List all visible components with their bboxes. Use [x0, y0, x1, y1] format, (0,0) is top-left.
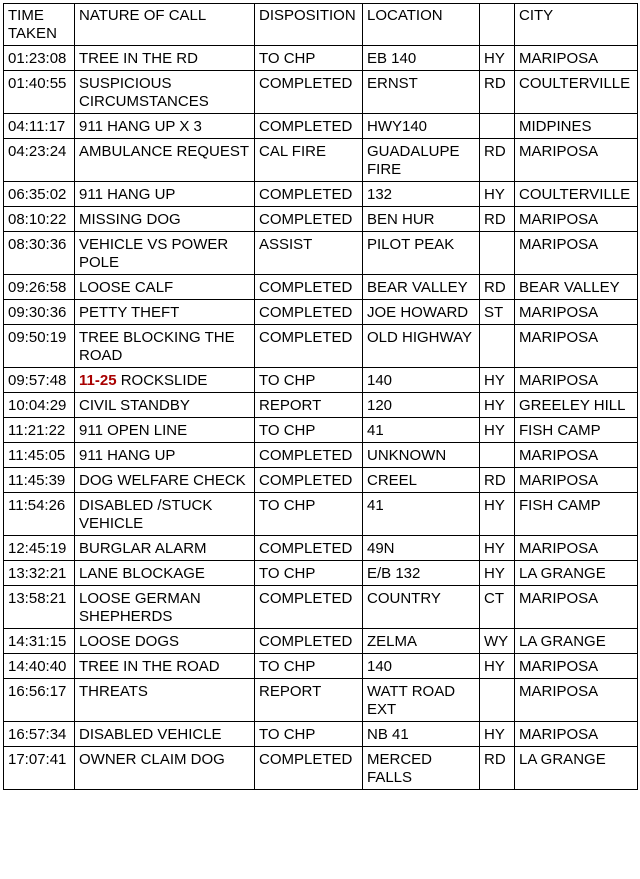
cell-nature-of-call [75, 325, 255, 368]
cell-disposition: COMPLETED [255, 182, 363, 207]
cell-location: COUNTRY [363, 586, 480, 629]
cell-city: GREELEY HILL [515, 393, 638, 418]
cell-nature-of-call [75, 232, 255, 275]
cell-city: COULTERVILLE [515, 71, 638, 114]
cell-city: MARIPOSA [515, 300, 638, 325]
header-nature-of-call: NATURE OF CALL [75, 4, 255, 46]
cell-disposition: TO CHP [255, 654, 363, 679]
cell-street-suffix: HY [480, 654, 515, 679]
cell-city: MARIPOSA [515, 368, 638, 393]
cell-nature-of-call [75, 368, 255, 393]
nature-text: 911 OPEN LINE [79, 422, 188, 439]
cell-location: 41 [363, 418, 480, 443]
cell-city: MARIPOSA [515, 654, 638, 679]
table-row [4, 493, 638, 536]
nature-text: THREATS [79, 683, 148, 700]
cell-disposition: TO CHP [255, 493, 363, 536]
header-location: LOCATION [363, 4, 480, 46]
cell-city: MARIPOSA [515, 679, 638, 722]
cell-nature-of-call [75, 275, 255, 300]
cell-street-suffix: RD [480, 468, 515, 493]
nature-text: TREE IN THE RD [79, 50, 198, 67]
cell-city: LA GRANGE [515, 561, 638, 586]
table-row [4, 629, 638, 654]
header-row [4, 4, 638, 46]
cell-time-taken: 14:40:40 [4, 654, 75, 679]
cell-disposition: COMPLETED [255, 275, 363, 300]
cell-street-suffix: HY [480, 418, 515, 443]
header-time-taken: TIME TAKEN [4, 4, 75, 46]
cell-nature-of-call [75, 561, 255, 586]
cell-time-taken: 10:04:29 [4, 393, 75, 418]
cell-street-suffix: HY [480, 536, 515, 561]
nature-text: LANE BLOCKAGE [79, 565, 205, 582]
cell-city: MARIPOSA [515, 586, 638, 629]
cell-street-suffix: RD [480, 275, 515, 300]
cell-city: FISH CAMP [515, 418, 638, 443]
table-row [4, 368, 638, 393]
radio-code-prefix: 11-25 [79, 372, 117, 389]
cell-location: 132 [363, 182, 480, 207]
cell-time-taken: 04:11:17 [4, 114, 75, 139]
cell-street-suffix: HY [480, 182, 515, 207]
nature-text: BURGLAR ALARM [79, 540, 207, 557]
cell-time-taken: 11:45:39 [4, 468, 75, 493]
table-row [4, 586, 638, 629]
table-row [4, 443, 638, 468]
nature-text: LOOSE CALF [79, 279, 174, 296]
cell-city: MARIPOSA [515, 722, 638, 747]
nature-text: VEHICLE VS POWER POLE [79, 236, 229, 271]
table-row [4, 722, 638, 747]
cell-location: ZELMA [363, 629, 480, 654]
cell-time-taken: 08:30:36 [4, 232, 75, 275]
cell-time-taken: 11:21:22 [4, 418, 75, 443]
cell-location: WATT ROAD EXT [363, 679, 480, 722]
cell-disposition: COMPLETED [255, 536, 363, 561]
cell-nature-of-call [75, 418, 255, 443]
cell-location: 120 [363, 393, 480, 418]
table-row [4, 139, 638, 182]
cell-disposition: COMPLETED [255, 468, 363, 493]
cell-city: MARIPOSA [515, 207, 638, 232]
table-row [4, 747, 638, 790]
cell-location: 140 [363, 368, 480, 393]
cell-city: MARIPOSA [515, 139, 638, 182]
cell-disposition: COMPLETED [255, 114, 363, 139]
cell-street-suffix: ST [480, 300, 515, 325]
cell-time-taken: 16:56:17 [4, 679, 75, 722]
cell-street-suffix [480, 325, 515, 368]
cell-street-suffix: RD [480, 207, 515, 232]
cell-disposition: TO CHP [255, 46, 363, 71]
nature-text: 911 HANG UP X 3 [79, 118, 202, 135]
cell-city: MIDPINES [515, 114, 638, 139]
cell-disposition: ASSIST [255, 232, 363, 275]
cell-location: CREEL [363, 468, 480, 493]
cell-time-taken: 13:58:21 [4, 586, 75, 629]
cell-location: PILOT PEAK [363, 232, 480, 275]
header-street-suffix [480, 4, 515, 46]
cell-location: BEN HUR [363, 207, 480, 232]
cell-nature-of-call [75, 300, 255, 325]
cell-time-taken: 13:32:21 [4, 561, 75, 586]
nature-text: DISABLED VEHICLE [79, 726, 222, 743]
cell-city: MARIPOSA [515, 468, 638, 493]
table-row [4, 182, 638, 207]
nature-text: OWNER CLAIM DOG [79, 751, 225, 768]
cell-location: HWY140 [363, 114, 480, 139]
cell-location: NB 41 [363, 722, 480, 747]
table-row [4, 46, 638, 71]
cell-disposition: COMPLETED [255, 586, 363, 629]
cell-location: JOE HOWARD [363, 300, 480, 325]
nature-text: TREE IN THE ROAD [79, 658, 220, 675]
cell-location: OLD HIGHWAY [363, 325, 480, 368]
cell-location: BEAR VALLEY [363, 275, 480, 300]
nature-text: PETTY THEFT [79, 304, 180, 321]
table-row [4, 536, 638, 561]
cell-location: MERCED FALLS [363, 747, 480, 790]
cell-disposition: COMPLETED [255, 747, 363, 790]
cell-nature-of-call [75, 629, 255, 654]
cell-street-suffix: HY [480, 46, 515, 71]
cell-disposition: COMPLETED [255, 207, 363, 232]
nature-text: TREE BLOCKING THE ROAD [79, 329, 235, 364]
cell-disposition: CAL FIRE [255, 139, 363, 182]
cell-location: EB 140 [363, 46, 480, 71]
cell-disposition: TO CHP [255, 368, 363, 393]
cell-city: BEAR VALLEY [515, 275, 638, 300]
call-log-table [3, 3, 638, 790]
cell-street-suffix [480, 114, 515, 139]
cell-time-taken: 09:57:48 [4, 368, 75, 393]
cell-nature-of-call [75, 139, 255, 182]
table-row [4, 300, 638, 325]
cell-street-suffix [480, 443, 515, 468]
cell-street-suffix: HY [480, 561, 515, 586]
cell-city: MARIPOSA [515, 46, 638, 71]
nature-text: CIVIL STANDBY [79, 397, 190, 414]
call-log-body [4, 46, 638, 790]
cell-city: MARIPOSA [515, 536, 638, 561]
cell-nature-of-call [75, 443, 255, 468]
table-row [4, 561, 638, 586]
cell-time-taken: 16:57:34 [4, 722, 75, 747]
cell-time-taken: 08:10:22 [4, 207, 75, 232]
cell-nature-of-call [75, 46, 255, 71]
table-row [4, 654, 638, 679]
cell-street-suffix: WY [480, 629, 515, 654]
cell-street-suffix: HY [480, 393, 515, 418]
cell-nature-of-call [75, 207, 255, 232]
cell-city: FISH CAMP [515, 493, 638, 536]
table-row [4, 207, 638, 232]
nature-text: 911 HANG UP [79, 186, 176, 203]
cell-city: LA GRANGE [515, 629, 638, 654]
cell-street-suffix: RD [480, 71, 515, 114]
table-row [4, 418, 638, 443]
table-row [4, 71, 638, 114]
cell-time-taken: 17:07:41 [4, 747, 75, 790]
cell-location: 41 [363, 493, 480, 536]
cell-location: GUADALUPE FIRE [363, 139, 480, 182]
cell-street-suffix: HY [480, 493, 515, 536]
cell-time-taken: 01:40:55 [4, 71, 75, 114]
nature-text: LOOSE DOGS [79, 633, 180, 650]
cell-location: 140 [363, 654, 480, 679]
header-disposition: DISPOSITION [255, 4, 363, 46]
cell-nature-of-call [75, 393, 255, 418]
cell-nature-of-call [75, 679, 255, 722]
cell-time-taken: 09:50:19 [4, 325, 75, 368]
cell-disposition: REPORT [255, 679, 363, 722]
cell-disposition: REPORT [255, 393, 363, 418]
cell-time-taken: 14:31:15 [4, 629, 75, 654]
nature-text: MISSING DOG [79, 211, 181, 228]
cell-location: E/B 132 [363, 561, 480, 586]
cell-street-suffix: RD [480, 747, 515, 790]
cell-street-suffix: HY [480, 722, 515, 747]
cell-time-taken: 11:45:05 [4, 443, 75, 468]
cell-time-taken: 11:54:26 [4, 493, 75, 536]
cell-time-taken: 06:35:02 [4, 182, 75, 207]
cell-nature-of-call [75, 182, 255, 207]
cell-city: MARIPOSA [515, 325, 638, 368]
table-row [4, 393, 638, 418]
cell-location: UNKNOWN [363, 443, 480, 468]
header-city: CITY [515, 4, 638, 46]
cell-city: COULTERVILLE [515, 182, 638, 207]
cell-nature-of-call [75, 747, 255, 790]
cell-disposition: COMPLETED [255, 443, 363, 468]
cell-disposition: TO CHP [255, 722, 363, 747]
cell-nature-of-call [75, 722, 255, 747]
cell-disposition: COMPLETED [255, 325, 363, 368]
cell-nature-of-call [75, 586, 255, 629]
cell-street-suffix [480, 679, 515, 722]
cell-time-taken: 12:45:19 [4, 536, 75, 561]
cell-nature-of-call [75, 468, 255, 493]
cell-street-suffix: HY [480, 368, 515, 393]
nature-text: LOOSE GERMAN SHEPHERDS [79, 590, 201, 625]
cell-disposition: TO CHP [255, 418, 363, 443]
nature-text: ROCKSLIDE [120, 372, 208, 389]
cell-street-suffix: RD [480, 139, 515, 182]
cell-street-suffix: CT [480, 586, 515, 629]
cell-nature-of-call [75, 493, 255, 536]
cell-street-suffix [480, 232, 515, 275]
cell-time-taken: 04:23:24 [4, 139, 75, 182]
cell-disposition: COMPLETED [255, 629, 363, 654]
cell-time-taken: 01:23:08 [4, 46, 75, 71]
cell-nature-of-call [75, 114, 255, 139]
cell-location: 49N [363, 536, 480, 561]
cell-time-taken: 09:26:58 [4, 275, 75, 300]
cell-nature-of-call [75, 654, 255, 679]
cell-nature-of-call [75, 536, 255, 561]
cell-city: MARIPOSA [515, 443, 638, 468]
table-row [4, 679, 638, 722]
table-row [4, 232, 638, 275]
nature-text: AMBULANCE REQUEST [79, 143, 250, 160]
cell-nature-of-call [75, 71, 255, 114]
nature-text: 911 HANG UP [79, 447, 176, 464]
table-row [4, 468, 638, 493]
table-row [4, 275, 638, 300]
table-row [4, 114, 638, 139]
cell-location: ERNST [363, 71, 480, 114]
nature-text: DOG WELFARE CHECK [79, 472, 246, 489]
cell-city: LA GRANGE [515, 747, 638, 790]
cell-city: MARIPOSA [515, 232, 638, 275]
cell-disposition: COMPLETED [255, 71, 363, 114]
nature-text: SUSPICIOUS CIRCUMSTANCES [79, 75, 209, 110]
cell-disposition: COMPLETED [255, 300, 363, 325]
nature-text: DISABLED /STUCK VEHICLE [79, 497, 213, 532]
table-row [4, 325, 638, 368]
cell-time-taken: 09:30:36 [4, 300, 75, 325]
cell-disposition: TO CHP [255, 561, 363, 586]
